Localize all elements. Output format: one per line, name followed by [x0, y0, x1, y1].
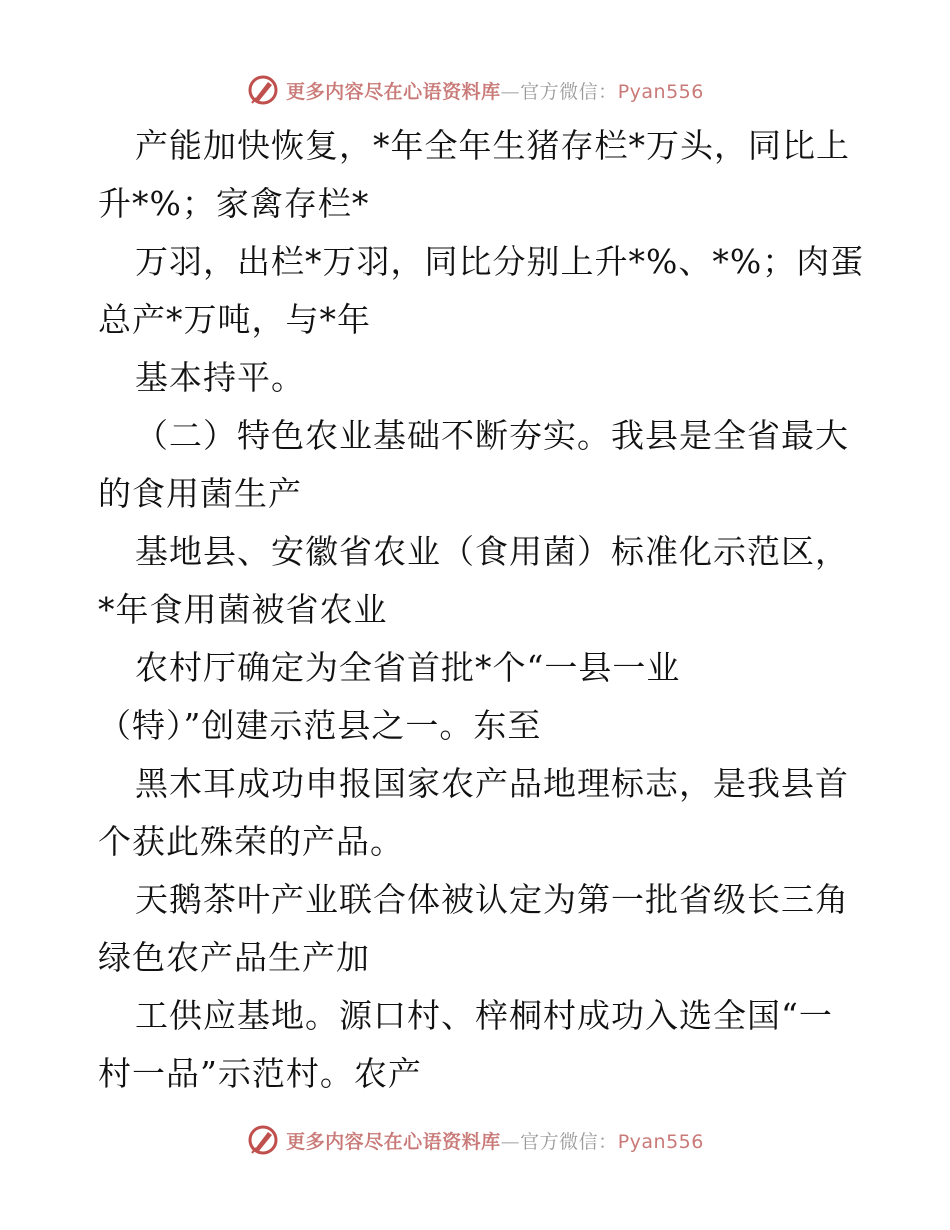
text-line: 总产*万吨，与*年 — [98, 300, 371, 339]
header-watermark — [0, 70, 950, 110]
document-body — [98, 117, 868, 1103]
text-line: 个获此殊荣的产品。 — [98, 822, 404, 861]
text-line: 村一品”示范村。农产 — [98, 1054, 422, 1093]
quill-pen-circle-icon — [246, 73, 280, 107]
text-line: 工供应基地。源口村、梓桐村成功入选全国“一 — [135, 996, 833, 1035]
text-line: 绿色农产品生产加 — [98, 938, 370, 977]
quill-pen-circle-icon — [246, 1123, 280, 1157]
text-line: 基地县、安徽省农业（食用菌）标准化示范区， — [135, 532, 849, 571]
text-line: （特）”创建示范县之一。东至 — [98, 706, 542, 745]
text-line: 升*%；家禽存栏* — [98, 184, 370, 223]
text-line: 的食用菌生产 — [98, 474, 302, 513]
text-line: 黑木耳成功申报国家农产品地理标志，是我县首 — [135, 764, 849, 803]
text-line: 天鹅茶叶产业联合体被认定为第一批省级长三角 — [135, 880, 849, 919]
text-line: 产能加快恢复，*年全年生猪存栏*万头，同比上 — [135, 126, 850, 165]
watermark-dash: — — [500, 80, 521, 103]
text-line: 基本持平。 — [135, 358, 305, 397]
watermark-brand: 更多内容尽在心语资料库 — [286, 80, 501, 103]
text-line: 农村厅确定为全省首批*个“一县一业 — [135, 648, 681, 687]
text-line: *年食用菌被省农业 — [98, 590, 388, 629]
watermark-wechat-label: 官方微信： — [520, 1130, 618, 1153]
watermark-wechat-label: 官方微信： — [520, 80, 618, 103]
watermark-handle: Pyan556 — [617, 80, 704, 103]
section-heading-line: （二）特色农业基础不断夯实。我县是全省最大 — [135, 416, 849, 455]
watermark-brand: 更多内容尽在心语资料库 — [286, 1130, 501, 1153]
watermark-dash: — — [500, 1130, 521, 1153]
watermark-handle: Pyan556 — [617, 1130, 704, 1153]
footer-watermark — [0, 1120, 950, 1160]
text-line: 万羽，出栏*万羽，同比分别上升*%、*%；肉蛋 — [135, 242, 865, 281]
